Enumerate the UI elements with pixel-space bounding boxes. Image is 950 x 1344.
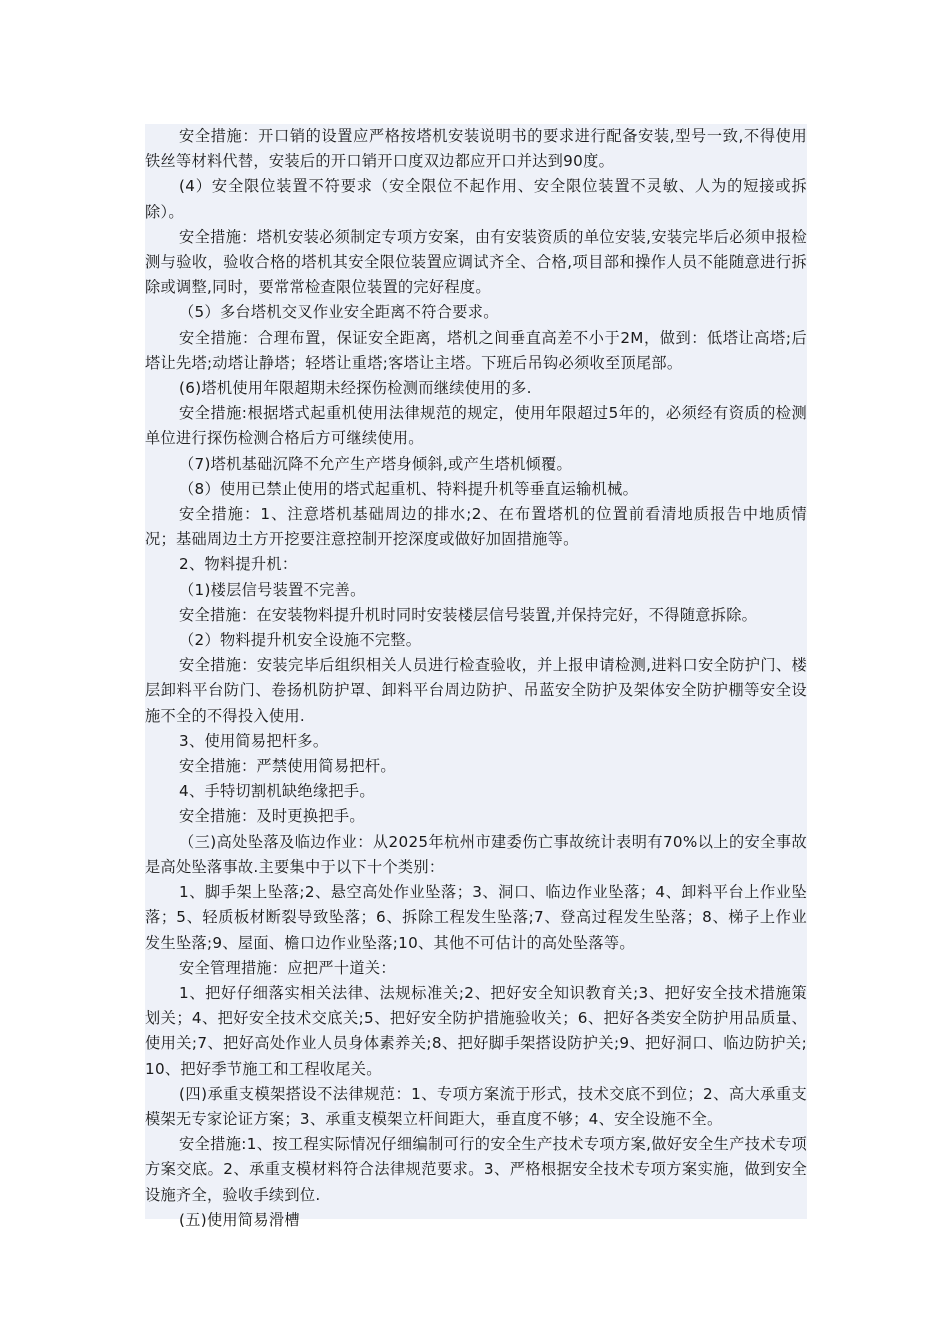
paragraph: (6)塔机使用年限超期未经探伤检测而继续使用的多. bbox=[179, 379, 532, 398]
paragraph: 安全措施:1、按工程实际情况仔细编制可行的安全生产技术专项方案,做好安全生产技术专项方案交底。2、承重支模材料符合法律规范要求。3、严格根据安全技术专项方案实施，做到安全设施齐全，验收手续到位. bbox=[145, 1135, 807, 1204]
paragraph: 安全措施:根据塔式起重机使用法律规范的规定，使用年限超过5年的，必须经有资质的检测单位进行探伤检测合格后方可继续使用。 bbox=[145, 404, 807, 448]
paragraph: 安全措施：开口销的设置应严格按塔机安装说明书的要求进行配备安装,型号一致,不得使用铁丝等材料代替，安装后的开口销开口度双边都应开口并达到90度。 bbox=[145, 127, 807, 171]
paragraph: 安全措施：在安装物料提升机时同时安装楼层信号装置,并保持完好，不得随意拆除。 bbox=[179, 605, 758, 624]
section-heading: 4、手特切割机缺绝缘把手。 bbox=[179, 782, 375, 801]
paragraph: 1、脚手架上坠落;2、悬空高处作业坠落；3、洞口、临边作业坠落；4、卸料平台上作业坠落；5、轻质板材断裂导致坠落；6、拆除工程发生坠落;7、登高过程发生坠落；8、梯子上作业发生坠落;9、屋面、檐口边作业坠落;10、其他不可估计的高处坠落等。 bbox=[145, 883, 807, 952]
paragraph: (4）安全限位装置不符要求（安全限位不起作用、安全限位装置不灵敏、人为的短接或拆除）。 bbox=[145, 177, 807, 221]
section-heading: (五)使用简易滑槽 bbox=[179, 1210, 300, 1229]
section-heading: （三)高处坠落及临边作业：从2025年杭州市建委伤亡事故统计表明有70%以上的安全事故是高处坠落事故.主要集中于以下十个类别： bbox=[145, 832, 807, 876]
section-heading: 2、物料提升机： bbox=[179, 555, 298, 574]
section-heading: (四)承重支模架搭设不法律规范：1、专项方案流于形式，技术交底不到位；2、高大承重支模架无专家论证方案；3、承重支模架立杆间距大，垂直度不够；4、安全设施不全。 bbox=[145, 1084, 807, 1128]
paragraph: 安全措施：安装完毕后组织相关人员进行检查验收，并上报申请检测,进料口安全防护门、楼层卸料平台防门、卷扬机防护罩、卸料平台周边防护、吊蓝安全防护及架体安全防护棚等安全设施不全的不得投入使用. bbox=[145, 656, 807, 725]
document-body bbox=[145, 124, 807, 1233]
paragraph: （8）使用已禁止使用的塔式起重机、特料提升机等垂直运输机械。 bbox=[179, 479, 639, 498]
section-heading: 3、使用简易把杆多。 bbox=[179, 731, 329, 750]
paragraph: 安全措施：严禁使用简易把杆。 bbox=[179, 757, 396, 776]
paragraph: （7)塔机基础沉降不允产生产塔身倾斜,或产生塔机倾覆。 bbox=[179, 454, 573, 473]
paragraph: 安全措施：塔机安装必须制定专项方安案，由有安装资质的单位安装,安装完毕后必须申报检测与验收，验收合格的塔机其安全限位装置应调试齐全、合格,项目部和操作人员不能随意进行拆除或调整,同时，要常常检查限位装置的完好程度。 bbox=[145, 227, 807, 297]
paragraph: （2）物料提升机安全设施不完整。 bbox=[179, 631, 422, 650]
paragraph: （1)楼层信号装置不完善。 bbox=[179, 580, 366, 599]
paragraph: 安全措施：及时更换把手。 bbox=[179, 807, 365, 826]
paragraph: 安全管理措施：应把严十道关： bbox=[179, 958, 396, 977]
paragraph: 1、把好仔细落实相关法律、法规标准关;2、把好安全知识教育关;3、把好安全技术措施策划关；4、把好安全技术交底关;5、把好安全防护措施验收关；6、把好各类安全防护用品质量、使用关;7、把好高处作业人员身体素养关;8、把好脚手架搭设防护关;9、把好洞口、临边防护关;10、把好季节施工和工程收尾关。 bbox=[145, 983, 807, 1078]
paragraph: 安全措施：1、注意塔机基础周边的排水;2、在布置塔机的位置前看清地质报告中地质情况；基础周边土方开挖要注意控制开挖深度或做好加固措施等。 bbox=[145, 505, 807, 549]
paragraph: 安全措施：合理布置，保证安全距离，塔机之间垂直高差不小于2M，做到：低塔让高塔;后塔让先塔;动塔让静塔；轻塔让重塔;客塔让主塔。下班后吊钩必须收至顶尾部。 bbox=[145, 328, 807, 372]
paragraph: （5）多台塔机交叉作业安全距离不符合要求。 bbox=[179, 303, 499, 322]
